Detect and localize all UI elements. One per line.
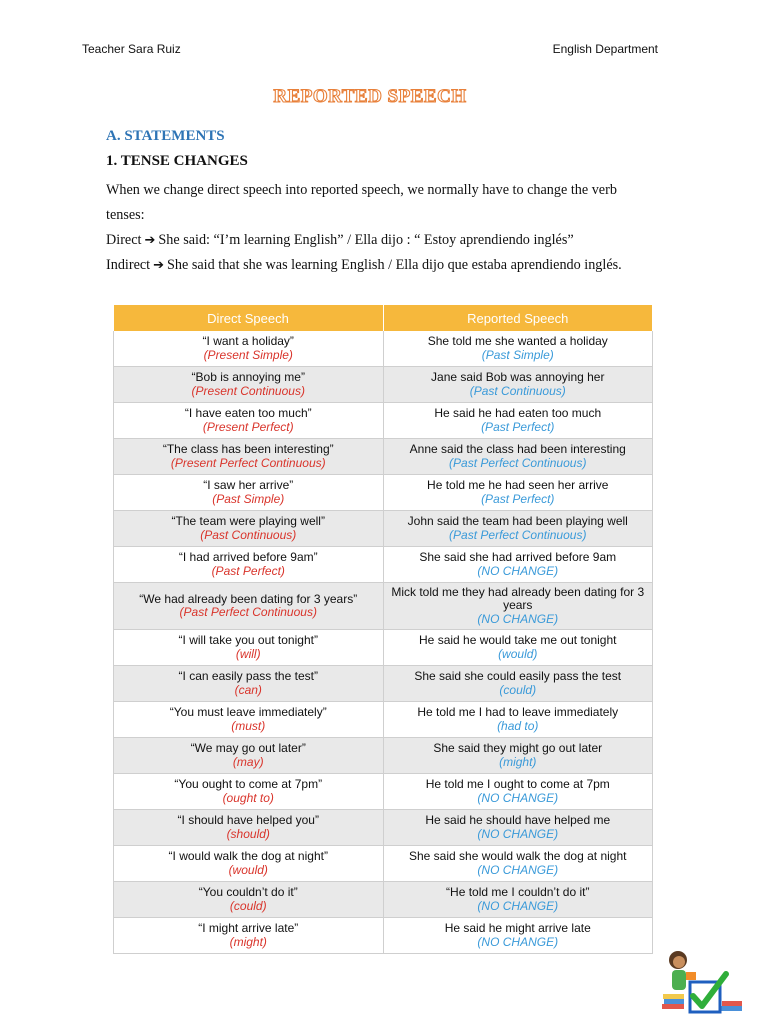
reported-tense-label: (Past Perfect Continuous) (449, 527, 587, 542)
reported-speech-cell (383, 331, 653, 367)
direct-sentence: “I will take you out tonight” (178, 633, 318, 647)
table-row (114, 331, 653, 367)
reported-speech-cell (383, 475, 653, 511)
reported-sentence: Anne said the class had been interesting (409, 442, 626, 456)
direct-tense-label: (Present Perfect) (202, 419, 294, 434)
direct-tense-label: (Past Continuous) (200, 527, 297, 542)
direct-speech-cell (114, 882, 384, 918)
reported-sentence: John said the team had been playing well (407, 514, 628, 528)
direct-sentence: “I had arrived before 9am” (178, 550, 318, 564)
reported-tense-label: (Past Perfect) (481, 491, 555, 506)
direct-example-text: She said: “I’m learning English” / Ella dijo : “ Estoy aprendiendo inglés” (158, 232, 574, 248)
reported-sentence: “He told me I couldn’t do it” (446, 885, 590, 899)
section-1-heading: 1. TENSE CHANGES (106, 153, 248, 169)
teacher-books-checkmark-icon (660, 944, 744, 1020)
direct-tense-label: (must) (231, 718, 266, 733)
table-row (114, 475, 653, 511)
intro-line-1: When we change direct speech into reported speech, we normally have to change the verb (106, 182, 617, 198)
table-row (114, 810, 653, 846)
reported-sentence: He told me I ought to come at 7pm (425, 777, 610, 791)
direct-sentence: “I want a holiday” (202, 334, 294, 348)
direct-speech-cell (114, 439, 384, 475)
direct-sentence: “I might arrive late” (198, 921, 299, 935)
reported-speech-cell (383, 666, 653, 702)
direct-sentence: “You ought to come at 7pm” (174, 777, 323, 791)
direct-label: Direct (106, 232, 142, 248)
direct-tense-label: (might) (229, 934, 267, 949)
reported-speech-cell (383, 367, 653, 403)
direct-speech-cell (114, 810, 384, 846)
table-row (114, 403, 653, 439)
direct-tense-label: (would) (228, 862, 268, 877)
reported-tense-label: (Past Simple) (481, 347, 554, 362)
reported-tense-label: (might) (499, 754, 537, 769)
direct-tense-label: (Past Perfect) (211, 563, 285, 578)
direct-tense-label: (Present Simple) (203, 347, 293, 362)
direct-tense-label: (may) (232, 754, 264, 769)
direct-sentence: “You must leave immediately” (169, 705, 327, 719)
direct-tense-label: (Past Perfect Continuous) (179, 605, 317, 619)
direct-speech-cell (114, 738, 384, 774)
reported-sentence: He said he might arrive late (444, 921, 591, 935)
direct-speech-cell (114, 666, 384, 702)
right-arrow-icon: ➔ (144, 233, 156, 248)
intro-paragraph (106, 178, 666, 278)
direct-sentence: “I can easily pass the test” (178, 669, 318, 683)
right-arrow-icon: ➔ (153, 258, 165, 273)
reported-speech-cell (383, 882, 653, 918)
direct-sentence: “I saw her arrive” (203, 478, 294, 492)
table-row (114, 439, 653, 475)
reported-speech-cell (383, 547, 653, 583)
reported-tense-label: (NO CHANGE) (477, 934, 559, 949)
table-row (114, 583, 653, 630)
reported-speech-cell (383, 702, 653, 738)
direct-sentence: “We had already been dating for 3 years” (139, 591, 358, 606)
direct-speech-cell (114, 403, 384, 439)
direct-speech-cell (114, 630, 384, 666)
section-a-heading: A. STATEMENTS (106, 128, 225, 144)
reported-sentence: She said she had arrived before 9am (419, 550, 617, 564)
direct-sentence: “You couldn’t do it” (198, 885, 298, 899)
reported-tense-label: (had to) (497, 718, 539, 733)
reported-speech-cell (383, 846, 653, 882)
reported-speech-cell (383, 439, 653, 475)
direct-speech-cell (114, 367, 384, 403)
reported-sentence: He said he had eaten too much (434, 406, 602, 420)
tense-changes-table (113, 305, 653, 954)
table-row (114, 882, 653, 918)
reported-speech-cell (383, 583, 653, 630)
table-row (114, 702, 653, 738)
direct-speech-cell (114, 702, 384, 738)
reported-tense-label: (would) (498, 646, 538, 661)
reported-sentence: He told me he had seen her arrive (427, 478, 609, 492)
direct-speech-cell (114, 331, 384, 367)
page-title: REPORTED SPEECH (273, 86, 467, 107)
direct-tense-label: (should) (226, 826, 270, 841)
direct-speech-cell (114, 846, 384, 882)
reported-tense-label: (Past Continuous) (469, 383, 566, 398)
header-department: English Department (552, 42, 658, 56)
reported-tense-label: (NO CHANGE) (477, 826, 559, 841)
table-row (114, 918, 653, 954)
direct-speech-cell (114, 583, 384, 630)
reported-tense-label: (NO CHANGE) (477, 898, 559, 913)
direct-tense-label: (Present Continuous) (191, 383, 305, 398)
reported-speech-cell (383, 630, 653, 666)
intro-line-2: tenses: (106, 207, 145, 223)
direct-speech-cell (114, 511, 384, 547)
table-row (114, 511, 653, 547)
indirect-example-text: She said that she was learning English / Ella dijo que estaba aprendiendo inglés. (167, 257, 622, 273)
reported-sentence: He said he should have helped me (425, 813, 611, 827)
table-row (114, 547, 653, 583)
reported-sentence: She said she would walk the dog at night (409, 849, 627, 863)
table-row (114, 846, 653, 882)
reported-speech-cell (383, 511, 653, 547)
indirect-label: Indirect (106, 257, 151, 273)
reported-tense-label: (NO CHANGE) (477, 611, 559, 626)
direct-tense-label: (can) (234, 682, 262, 697)
direct-speech-cell (114, 918, 384, 954)
table-row (114, 630, 653, 666)
direct-speech-cell (114, 547, 384, 583)
table-row (114, 367, 653, 403)
reported-sentence: Mick told me they had already been dating for 3 years (391, 584, 645, 613)
direct-example (106, 228, 666, 253)
direct-tense-label: (will) (235, 646, 261, 661)
direct-sentence: “The class has been interesting” (162, 442, 334, 456)
direct-sentence: “We may go out later” (190, 741, 306, 755)
direct-speech-cell (114, 475, 384, 511)
direct-sentence: “The team were playing well” (171, 514, 325, 528)
direct-sentence: “Bob is annoying me” (191, 370, 305, 384)
reported-tense-label: (NO CHANGE) (477, 790, 559, 805)
indirect-example (106, 253, 666, 278)
header-teacher-name: Teacher Sara Ruiz (82, 42, 181, 56)
reported-sentence: He told me I had to leave immediately (417, 705, 619, 719)
reported-speech-cell (383, 774, 653, 810)
reported-speech-cell (383, 810, 653, 846)
reported-tense-label: (could) (499, 682, 537, 697)
reported-sentence: Jane said Bob was annoying her (431, 370, 605, 384)
direct-tense-label: (Present Perfect Continuous) (170, 455, 326, 470)
table-row (114, 774, 653, 810)
reported-sentence: He said he would take me out tonight (419, 633, 617, 647)
reported-speech-cell (383, 403, 653, 439)
direct-tense-label: (Past Simple) (212, 491, 285, 506)
reported-speech-cell (383, 918, 653, 954)
table-row (114, 666, 653, 702)
direct-tense-label: (ought to) (222, 790, 274, 805)
column-header-reported: Reported Speech (383, 305, 653, 331)
direct-sentence: “I have eaten too much” (184, 406, 312, 420)
column-header-direct: Direct Speech (114, 305, 384, 331)
reported-tense-label: (Past Perfect Continuous) (449, 455, 587, 470)
reported-sentence: She said she could easily pass the test (414, 669, 622, 683)
table-row (114, 738, 653, 774)
reported-sentence: She told me she wanted a holiday (427, 334, 608, 348)
reported-sentence: She said they might go out later (433, 741, 603, 755)
reported-tense-label: (Past Perfect) (481, 419, 555, 434)
direct-sentence: “I should have helped you” (177, 813, 319, 827)
reported-tense-label: (NO CHANGE) (477, 862, 559, 877)
direct-speech-cell (114, 774, 384, 810)
direct-tense-label: (could) (229, 898, 267, 913)
direct-sentence: “I would walk the dog at night” (168, 849, 328, 863)
reported-tense-label: (NO CHANGE) (477, 563, 559, 578)
reported-speech-cell (383, 738, 653, 774)
